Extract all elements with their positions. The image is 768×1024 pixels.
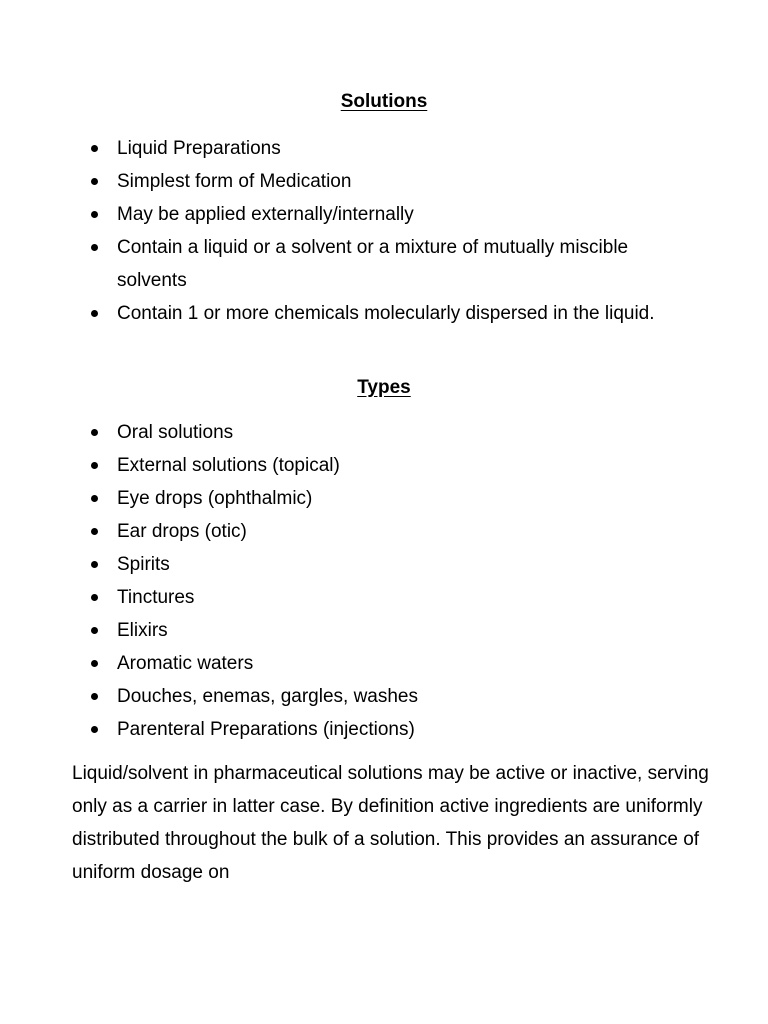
bullet-icon xyxy=(91,495,98,502)
list-item-text: Oral solutions xyxy=(117,422,234,443)
body-paragraph: Liquid/solvent in pharmaceutical solutions may be active or inactive, serving only as a carrier in latter case. By definition active ingredients are uniformly distributed throughout the bulk of a solution. This provides an assurance of uniform dosage on xyxy=(72,763,709,883)
list-item xyxy=(0,165,768,198)
list-item xyxy=(0,482,768,515)
bullet-icon xyxy=(91,594,98,601)
list-item-text: Eye drops (ophthalmic) xyxy=(117,488,313,509)
list-item xyxy=(0,647,768,680)
bullet-icon xyxy=(91,145,98,152)
list-item-text: Contain a liquid or a solvent or a mixture of mutually miscible solvents xyxy=(117,237,629,291)
bullet-icon xyxy=(91,726,98,733)
section-heading-types: Types xyxy=(357,377,411,398)
list-item xyxy=(0,713,768,746)
bullet-icon xyxy=(91,211,98,218)
list-item-text: Liquid Preparations xyxy=(117,138,281,159)
list-item-text: Tinctures xyxy=(117,587,195,608)
bullet-icon xyxy=(91,178,98,185)
list-item xyxy=(0,515,768,548)
list-item xyxy=(0,449,768,482)
list-item xyxy=(0,132,768,165)
list-item-text: Douches, enemas, gargles, washes xyxy=(117,686,418,707)
list-item-text: May be applied externally/internally xyxy=(117,204,414,225)
list-item-text: Aromatic waters xyxy=(117,653,254,674)
bullet-icon xyxy=(91,429,98,436)
list-item xyxy=(0,231,768,297)
bullet-icon xyxy=(91,561,98,568)
section-heading-solutions: Solutions xyxy=(340,91,428,112)
list-item-text: Ear drops (otic) xyxy=(117,521,247,542)
list-item-text: Simplest form of Medication xyxy=(117,171,352,192)
list-item xyxy=(0,614,768,647)
bullet-icon xyxy=(91,310,98,317)
list-item xyxy=(0,297,768,330)
bullet-icon xyxy=(91,462,98,469)
list-item xyxy=(0,680,768,713)
types-bullet-list xyxy=(0,416,768,746)
bullet-icon xyxy=(91,627,98,634)
bullet-icon xyxy=(91,693,98,700)
list-item-text: Spirits xyxy=(117,554,170,575)
bullet-icon xyxy=(91,528,98,535)
solutions-bullet-list xyxy=(0,132,768,330)
list-item-text: Parenteral Preparations (injections) xyxy=(117,719,415,740)
bullet-icon xyxy=(91,244,98,251)
bullet-icon xyxy=(91,660,98,667)
list-item xyxy=(0,198,768,231)
list-item xyxy=(0,581,768,614)
list-item-text: Elixirs xyxy=(117,620,168,641)
list-item xyxy=(0,416,768,449)
list-item-text: Contain 1 or more chemicals molecularly dispersed in the liquid. xyxy=(117,303,655,324)
list-item xyxy=(0,548,768,581)
list-item-text: External solutions (topical) xyxy=(117,455,340,476)
